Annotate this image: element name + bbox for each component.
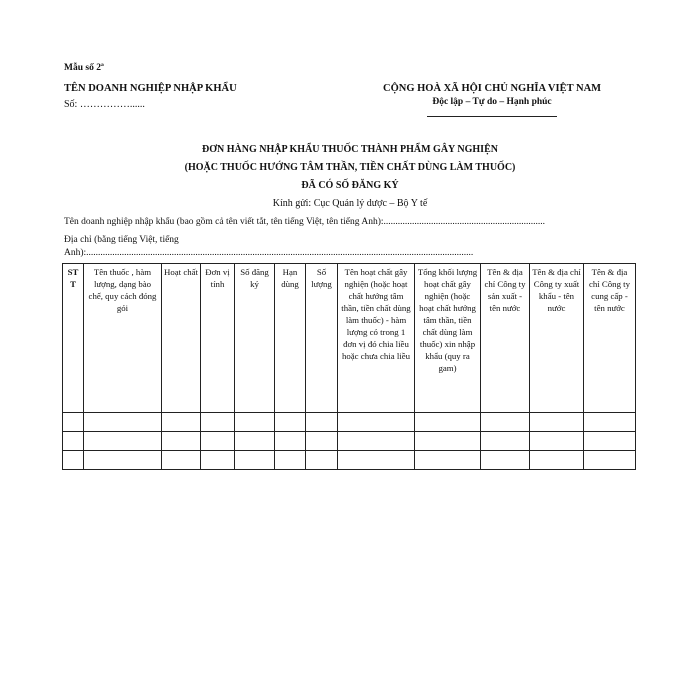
table-cell — [415, 451, 481, 470]
company-name-field: Tên doanh nghiệp nhập khẩu (bao gồm cả tên viết tắt, tên tiếng Việt, tên tiếng Anh):.................................................................... — [64, 217, 546, 227]
table-cell — [201, 413, 235, 432]
table-cell — [63, 432, 84, 451]
table-cell — [235, 432, 275, 451]
table-cell — [275, 451, 306, 470]
table-cell — [162, 413, 201, 432]
table-cell — [201, 432, 235, 451]
column-header-controlled-ingredient: Tên hoạt chất gây nghiện (hoặc hoạt chất hướng tâm thần, tiền chất dùng làm thuốc) - hàm lượng có trong 1 đơn vị đó chia liều hoặc chưa chia liều — [338, 264, 415, 413]
table-cell — [338, 451, 415, 470]
document-number-line: Số: ……………...... — [64, 99, 145, 110]
table-cell — [481, 413, 530, 432]
nation-heading: CỘNG HOÀ XÃ HỘI CHỦ NGHĨA VIỆT NAM — [383, 83, 602, 94]
column-header-total-weight: Tổng khối lượng hoạt chất gây nghiện (hoặc hoạt chất hướng tâm thần, tiền chất dùng làm thuốc) xin nhập khẩu (quy ra gam) — [415, 264, 481, 413]
table-cell — [162, 451, 201, 470]
column-header-exporter: Tên & địa chỉ Công ty xuất khẩu - tên nước — [530, 264, 584, 413]
column-header-expiry: Hạn dùng — [275, 264, 306, 413]
table-cell — [584, 413, 636, 432]
column-header-unit: Đơn vị tính — [201, 264, 235, 413]
table-cell — [84, 451, 162, 470]
table-cell — [63, 451, 84, 470]
table-cell — [338, 432, 415, 451]
company-label: TÊN DOANH NGHIỆP NHẬP KHẨU — [64, 83, 237, 94]
table-cell — [306, 451, 338, 470]
table-cell — [481, 451, 530, 470]
column-header-registration-number: Số đăng ký — [235, 264, 275, 413]
table-cell — [162, 432, 201, 451]
table-cell — [338, 413, 415, 432]
table-cell — [306, 432, 338, 451]
table-cell — [84, 432, 162, 451]
national-motto: Độc lập – Tự do – Hạnh phúc — [432, 97, 552, 107]
table-row — [63, 432, 636, 451]
column-header-active-ingredient: Hoạt chất — [162, 264, 201, 413]
table-row — [63, 413, 636, 432]
table-cell — [415, 432, 481, 451]
order-table — [62, 263, 636, 470]
recipient-line: Kính gửi: Cục Quản lý dược – Bộ Y tế — [272, 198, 428, 209]
motto-underline — [427, 116, 557, 117]
table-cell — [584, 432, 636, 451]
table-cell — [306, 413, 338, 432]
column-header-supplier: Tên & địa chỉ Công ty cung cấp - tên nước — [584, 264, 636, 413]
table-cell — [235, 451, 275, 470]
document-title-line-1: ĐƠN HÀNG NHẬP KHẨU THUỐC THÀNH PHẨM GÂY NGHIỆN — [202, 144, 498, 155]
document-title-line-2: (HOẶC THUỐC HƯỚNG TÂM THẦN, TIỀN CHẤT DÙNG LÀM THUỐC) — [184, 162, 516, 173]
address-field-line: Anh):................................................................................................................................................................... — [64, 248, 474, 258]
table-cell — [63, 413, 84, 432]
address-field-label: Địa chỉ (bằng tiếng Việt, tiếng — [64, 235, 179, 245]
table-cell — [584, 451, 636, 470]
table-cell — [530, 432, 584, 451]
table-cell — [530, 413, 584, 432]
table-cell — [275, 432, 306, 451]
table-cell — [84, 413, 162, 432]
form-number: Mẫu số 2ª — [64, 63, 104, 73]
table-cell — [530, 451, 584, 470]
column-header-quantity: Số lượng — [306, 264, 338, 413]
column-header-manufacturer: Tên & địa chỉ Công ty sản xuất - tên nước — [481, 264, 530, 413]
table-cell — [201, 451, 235, 470]
column-header-stt: ST T — [63, 264, 84, 413]
table-row — [63, 451, 636, 470]
table-body — [63, 413, 636, 470]
table-cell — [415, 413, 481, 432]
column-header-drug-name: Tên thuốc , hàm lượng, dạng bào chế, quy cách đóng gói — [84, 264, 162, 413]
table-header-row — [63, 264, 636, 413]
document-title-line-3: ĐÃ CÓ SỐ ĐĂNG KÝ — [301, 180, 399, 191]
table-cell — [481, 432, 530, 451]
table-cell — [275, 413, 306, 432]
table-cell — [235, 413, 275, 432]
